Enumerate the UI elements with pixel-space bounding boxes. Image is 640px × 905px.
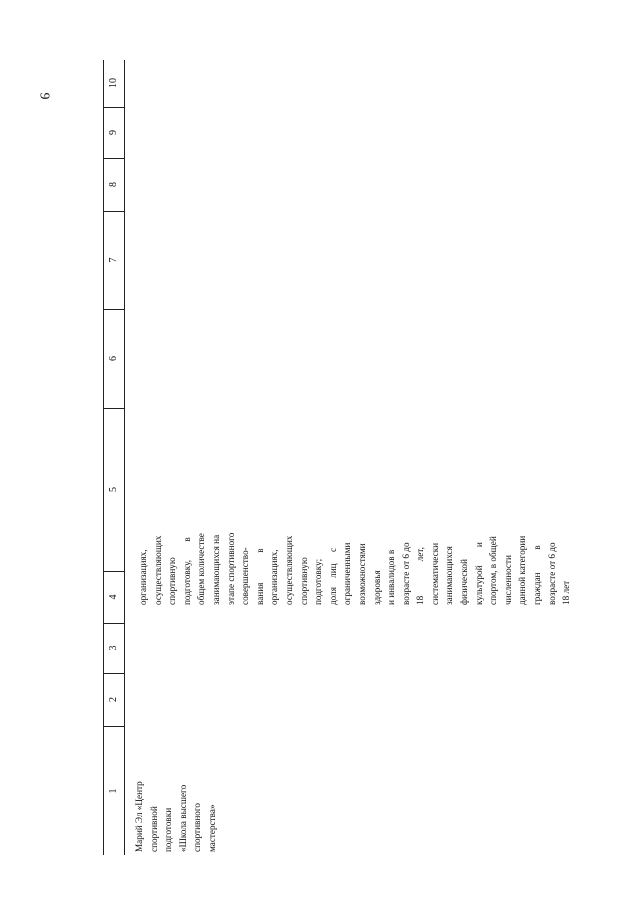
header-col-3: 3 (104, 623, 124, 674)
text-line: подготовки (163, 807, 174, 852)
text-line: доля лиц с (327, 547, 338, 605)
cell-indicator (136, 455, 576, 605)
text-line: численности (502, 555, 513, 605)
text-line: возрасте от 6 до (400, 542, 411, 605)
header-col-1: 1 (108, 788, 119, 794)
text-line: ограниченными (342, 542, 353, 605)
text-line: данной категории (517, 535, 528, 605)
text-line: организациях, (269, 549, 280, 605)
text-line: здоровья (371, 570, 382, 605)
text-line: спортивного (192, 803, 203, 852)
text-line: спортивной (148, 806, 159, 852)
text-line: спортом, в общей (488, 536, 499, 605)
header-col-7: 7 (104, 211, 124, 310)
text-line: занимающихся (444, 546, 455, 605)
page-number: 9 (36, 92, 52, 100)
text-line: совершенство- (240, 547, 251, 605)
header-col-2: 2 (104, 673, 124, 727)
text-line: осуществляющих (283, 535, 294, 605)
text-line: организациях, (138, 549, 148, 605)
header-col-6: 6 (104, 309, 124, 409)
text-line: вания в (254, 548, 265, 605)
text-line: мастерства» (206, 804, 217, 852)
text-line: занимающихся на (210, 534, 221, 605)
text-line: Марий Эл «Центр (134, 781, 144, 852)
text-line: граждан в (532, 545, 543, 605)
text-line: систематически (429, 542, 440, 605)
text-line: спортивную (167, 557, 178, 605)
header-col-10: 10 (104, 59, 124, 108)
text-line: этапе спортивного (225, 532, 236, 605)
text-line: 18 лет (561, 580, 572, 605)
text-line: подготовку, в (181, 537, 192, 605)
text-line: физической (459, 559, 470, 605)
table-header (103, 60, 125, 855)
text-line: подготовку; (313, 558, 324, 605)
organization-text (132, 781, 220, 852)
cell-organization (132, 732, 222, 852)
text-line: общем количестве (196, 533, 207, 605)
header-col-8: 8 (104, 158, 124, 212)
text-line: культурой и (473, 542, 484, 605)
text-line: 18 лет, (415, 547, 426, 605)
header-col-4: 4 (104, 571, 124, 624)
text-line: «Школа высшего (177, 784, 188, 852)
text-line: и инвалидов в (386, 549, 397, 605)
text-line: возрасте от 6 до (546, 542, 557, 605)
header-col-9: 9 (104, 107, 124, 159)
text-line: возможностями (356, 543, 367, 605)
indicator-text (136, 533, 574, 605)
text-line: спортивную (298, 557, 309, 605)
text-line: осуществляющих (152, 535, 163, 605)
header-col-5: 5 (104, 408, 124, 572)
